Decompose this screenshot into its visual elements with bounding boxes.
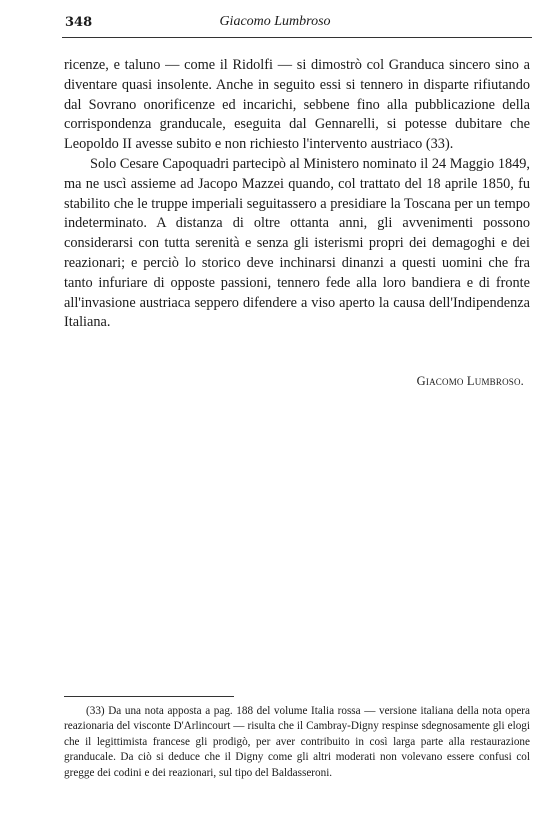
paragraph-2: Solo Cesare Capoquadri partecipò al Ministero nominato il 24 Maggio 1849, ma ne uscì assieme ad Jacopo Mazzei quando, col trattato del 18 aprile 1850, fu stabilito che le truppe imperiali seguitassero a presidiare la Toscana per un tempo indeterminato. A distanza di oltre ottanta anni, gli avvenimenti possono considerarsi con tutta serenità e senza gli isterismi propri dei demagoghi e dei reazionari; e perciò lo storico deve inchinarsi dinanzi a questi uomini che fra tanto infuriare di opposte passioni, tennero fede alla loro bandiera e di fronte all'invasione austriaca seppero difendere a viso aperto la causa dell'Indipendenza Italiana. — [64, 155, 530, 331]
header-rule — [62, 37, 532, 38]
footnote-33: (33) Da una nota apposta a pag. 188 del volume Italia rossa — versione italiana della nota opera reazionaria del visconte D'Arlincourt — risulta che il Cambray-Digny respinse sdegnosamente gli elogi che il legittimista francese gli prodigò, per aver contribuito in così larga parte alla restaurazione granducale. Da ciò si deduce che il Digny come gli altri moderati non volevano essere confusi col gregge dei codini e dei reazionari, sul tipo del Baldasseroni. — [64, 705, 530, 779]
body-text — [64, 56, 530, 333]
running-head: Giacomo Lumbroso — [219, 14, 331, 29]
footnote-rule — [64, 696, 234, 697]
author-signature: Giacomo Lumbroso. — [416, 374, 524, 388]
page-number: 348 — [65, 15, 93, 30]
paragraph-1: ricenze, e taluno — come il Ridolfi — si dimostrò col Granduca sincero sino a diventare quasi insolente. Anche in seguito essi si tennero in disparte rifiutando dal Sovrano onorificenze ed incarichi, sebbene fino alla pubblicazione della corrispondenza granducale, eseguita dal Gennarelli, si potesse dubitare che Leopoldo II avesse subito e non richiesto l'intervento austriaco (33). — [64, 57, 530, 153]
